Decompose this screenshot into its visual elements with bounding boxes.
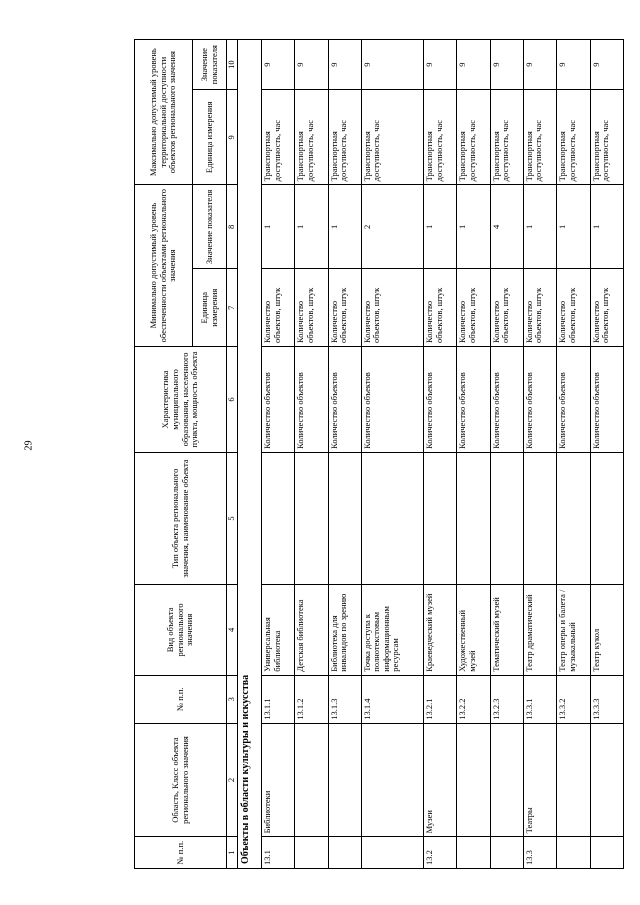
header-c3: № п.п. bbox=[135, 675, 227, 723]
row-number bbox=[590, 837, 623, 869]
min-value: 1 bbox=[590, 185, 623, 269]
min-value: 1 bbox=[261, 185, 294, 269]
sub-number: 13.1.1 bbox=[261, 675, 294, 723]
min-unit: Количество объектов, штук bbox=[590, 269, 623, 347]
table-row bbox=[424, 40, 457, 869]
row-number bbox=[557, 837, 590, 869]
column-number-row bbox=[227, 40, 238, 869]
max-value: 9 bbox=[424, 40, 457, 90]
class-name bbox=[361, 723, 423, 837]
characteristic: Количество объектов bbox=[424, 346, 457, 452]
class-name bbox=[295, 723, 328, 837]
max-unit: Транспортная доступность, час bbox=[361, 90, 423, 185]
characteristic: Количество объектов bbox=[557, 346, 590, 452]
column-number: 8 bbox=[227, 185, 238, 269]
table-row bbox=[490, 40, 523, 869]
column-number: 3 bbox=[227, 675, 238, 723]
object-type bbox=[295, 452, 328, 584]
object-kind: Тематический музей bbox=[490, 585, 523, 676]
row-number bbox=[457, 837, 490, 869]
max-value: 9 bbox=[361, 40, 423, 90]
object-kind: Театр кукол bbox=[590, 585, 623, 676]
object-kind: Театр оперы и балета / музыкальный bbox=[557, 585, 590, 676]
sub-number: 13.3.3 bbox=[590, 675, 623, 723]
max-value: 9 bbox=[490, 40, 523, 90]
max-value: 9 bbox=[295, 40, 328, 90]
header-c6: Характеристика муниципального образования, населенного пункта, мощность объекта bbox=[135, 346, 227, 452]
max-value: 9 bbox=[523, 40, 556, 90]
object-type bbox=[361, 452, 423, 584]
characteristic: Количество объектов bbox=[457, 346, 490, 452]
sub-number: 13.1.2 bbox=[295, 675, 328, 723]
max-value: 9 bbox=[590, 40, 623, 90]
object-kind: Краеведческий музей bbox=[424, 585, 457, 676]
object-kind: Художественный музей bbox=[457, 585, 490, 676]
row-number: 13.3 bbox=[523, 837, 556, 869]
min-value: 1 bbox=[328, 185, 361, 269]
row-number bbox=[361, 837, 423, 869]
row-number bbox=[328, 837, 361, 869]
object-type bbox=[557, 452, 590, 584]
column-number: 9 bbox=[227, 90, 238, 185]
sub-number: 13.2.1 bbox=[424, 675, 457, 723]
table-body bbox=[237, 40, 623, 869]
page-number: 29 bbox=[23, 440, 35, 451]
object-type bbox=[590, 452, 623, 584]
max-unit: Транспортная доступность, час bbox=[490, 90, 523, 185]
header-min-level: Минимально допустимый уровень обеспеченности объектами регионального значения bbox=[135, 185, 193, 347]
header-c2: Область, Класс объекта регионального значения bbox=[135, 723, 227, 837]
object-type bbox=[457, 452, 490, 584]
table-row bbox=[261, 40, 294, 869]
min-value: 1 bbox=[523, 185, 556, 269]
max-value: 9 bbox=[328, 40, 361, 90]
class-name bbox=[590, 723, 623, 837]
sub-number: 13.3.1 bbox=[523, 675, 556, 723]
column-number: 7 bbox=[227, 269, 238, 347]
class-name: Театры bbox=[523, 723, 556, 837]
max-unit: Транспортная доступность, час bbox=[590, 90, 623, 185]
table-row bbox=[523, 40, 556, 869]
class-name: Библиотеки bbox=[261, 723, 294, 837]
table-row bbox=[328, 40, 361, 869]
row-number bbox=[490, 837, 523, 869]
object-kind: Библиотека для инвалидов по зрению bbox=[328, 585, 361, 676]
min-value: 1 bbox=[295, 185, 328, 269]
min-unit: Количество объектов, штук bbox=[424, 269, 457, 347]
min-value: 4 bbox=[490, 185, 523, 269]
object-type bbox=[328, 452, 361, 584]
subheader-value-10: Значение показателя bbox=[193, 40, 227, 90]
max-unit: Транспортная доступность, час bbox=[424, 90, 457, 185]
table-row bbox=[557, 40, 590, 869]
max-value: 9 bbox=[261, 40, 294, 90]
max-unit: Транспортная доступность, час bbox=[523, 90, 556, 185]
column-number: 5 bbox=[227, 452, 238, 584]
max-unit: Транспортная доступность, час bbox=[328, 90, 361, 185]
subheader-unit-9: Единица измерения bbox=[193, 90, 227, 185]
max-value: 9 bbox=[557, 40, 590, 90]
max-unit: Транспортная доступность, час bbox=[457, 90, 490, 185]
section-title: Объекты в области культуры и искусства bbox=[237, 40, 261, 869]
min-unit: Количество объектов, штук bbox=[457, 269, 490, 347]
min-unit: Количество объектов, штук bbox=[557, 269, 590, 347]
min-unit: Количество объектов, штук bbox=[490, 269, 523, 347]
column-number: 6 bbox=[227, 346, 238, 452]
sub-number: 13.1.3 bbox=[328, 675, 361, 723]
class-name: Музеи bbox=[424, 723, 457, 837]
subheader-value-8: Значение показателя bbox=[193, 185, 227, 269]
class-name bbox=[328, 723, 361, 837]
object-kind: Точка доступа к полнотекстовым информационным ресурсам bbox=[361, 585, 423, 676]
regional-objects-table bbox=[134, 39, 624, 869]
sub-number: 13.2.2 bbox=[457, 675, 490, 723]
min-unit: Количество объектов, штук bbox=[361, 269, 423, 347]
header-c4: Вид объекта регионального значения bbox=[135, 585, 227, 676]
header-row bbox=[135, 40, 193, 869]
characteristic: Количество объектов bbox=[590, 346, 623, 452]
rotated-sheet bbox=[100, 0, 640, 905]
object-type bbox=[261, 452, 294, 584]
column-number: 4 bbox=[227, 585, 238, 676]
characteristic: Количество объектов bbox=[328, 346, 361, 452]
object-kind: Универсальная библиотека bbox=[261, 585, 294, 676]
sub-number: 13.1.4 bbox=[361, 675, 423, 723]
column-number: 10 bbox=[227, 40, 238, 90]
header-max-access: Максимально допустимый уровень территориальной доступности объектов регионального значения bbox=[135, 40, 193, 185]
object-type bbox=[523, 452, 556, 584]
min-value: 1 bbox=[557, 185, 590, 269]
object-kind: Детская библиотека bbox=[295, 585, 328, 676]
object-type bbox=[424, 452, 457, 584]
min-unit: Количество объектов, штук bbox=[295, 269, 328, 347]
header-c5: Тип объекта регионального значения, наименование объекта bbox=[135, 452, 227, 584]
object-kind: Театр драматический bbox=[523, 585, 556, 676]
class-name bbox=[490, 723, 523, 837]
sub-number: 13.3.2 bbox=[557, 675, 590, 723]
min-unit: Количество объектов, штук bbox=[328, 269, 361, 347]
class-name bbox=[557, 723, 590, 837]
section-row bbox=[237, 40, 261, 869]
characteristic: Количество объектов bbox=[295, 346, 328, 452]
table-row bbox=[295, 40, 328, 869]
object-type bbox=[490, 452, 523, 584]
max-unit: Транспортная доступность, час bbox=[261, 90, 294, 185]
max-value: 9 bbox=[457, 40, 490, 90]
characteristic: Количество объектов bbox=[490, 346, 523, 452]
row-number: 13.2 bbox=[424, 837, 457, 869]
characteristic: Количество объектов bbox=[261, 346, 294, 452]
max-unit: Транспортная доступность, час bbox=[557, 90, 590, 185]
header-c1: № п.п. bbox=[135, 837, 227, 869]
table-row bbox=[590, 40, 623, 869]
min-unit: Количество объектов, штук bbox=[523, 269, 556, 347]
subheader-unit-7: Единица измерения bbox=[193, 269, 227, 347]
max-unit: Транспортная доступность, час bbox=[295, 90, 328, 185]
row-number bbox=[295, 837, 328, 869]
table-row bbox=[361, 40, 423, 869]
row-number: 13.1 bbox=[261, 837, 294, 869]
min-value: 1 bbox=[457, 185, 490, 269]
column-number: 2 bbox=[227, 723, 238, 837]
sub-number: 13.2.3 bbox=[490, 675, 523, 723]
min-value: 2 bbox=[361, 185, 423, 269]
class-name bbox=[457, 723, 490, 837]
column-number: 1 bbox=[227, 837, 238, 869]
min-unit: Количество объектов, штук bbox=[261, 269, 294, 347]
characteristic: Количество объектов bbox=[361, 346, 423, 452]
table-row bbox=[457, 40, 490, 869]
characteristic: Количество объектов bbox=[523, 346, 556, 452]
min-value: 1 bbox=[424, 185, 457, 269]
